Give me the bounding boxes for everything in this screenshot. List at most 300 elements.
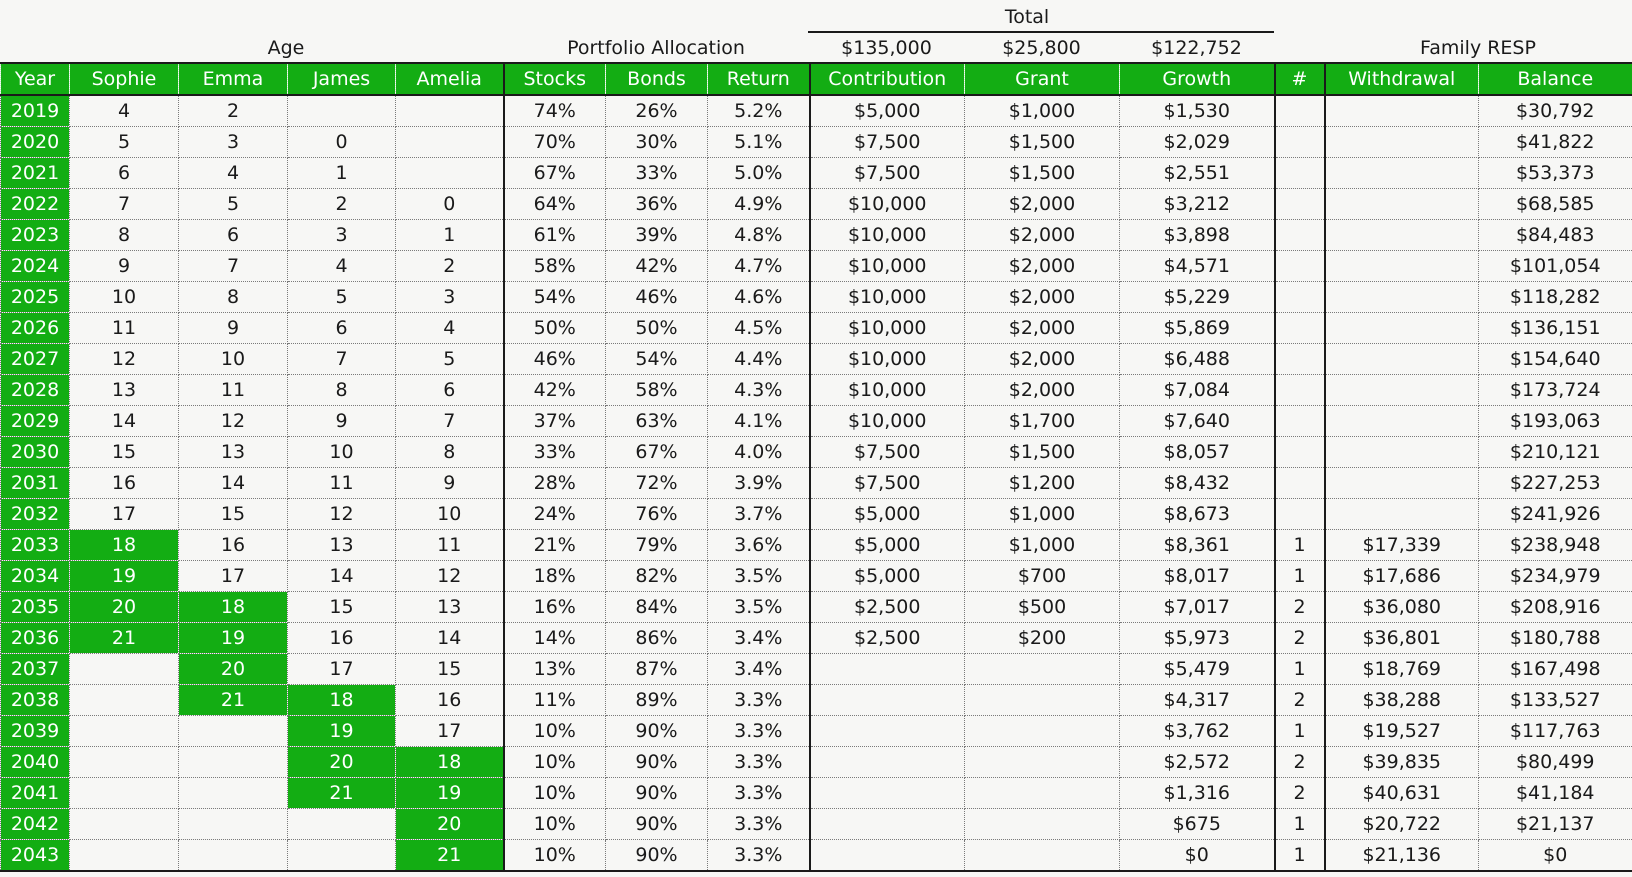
cell-year: 2034 <box>1 561 70 592</box>
col-amelia: Amelia <box>396 63 504 95</box>
cell-balance: $53,373 <box>1479 158 1632 189</box>
cell-sophie: 17 <box>70 499 179 530</box>
cell-withdrawal: $20,722 <box>1325 809 1479 840</box>
col-year: Year <box>1 63 70 95</box>
cell-balance: $118,282 <box>1479 282 1632 313</box>
table-row <box>1 530 1632 561</box>
cell-balance: $0 <box>1479 840 1632 872</box>
cell-year: 2032 <box>1 499 70 530</box>
cell-year: 2023 <box>1 220 70 251</box>
cell-growth: $2,029 <box>1120 127 1275 158</box>
cell-amelia <box>396 158 504 189</box>
cell-return: 4.4% <box>708 344 810 375</box>
cell-withdrawal <box>1325 282 1479 313</box>
cell-grant: $1,000 <box>965 499 1120 530</box>
cell-contribution: $2,500 <box>810 623 965 654</box>
cell-contribution: $5,000 <box>810 499 965 530</box>
cell-count <box>1275 158 1325 189</box>
cell-james: 5 <box>288 282 396 313</box>
cell-count: 1 <box>1275 716 1325 747</box>
cell-return: 3.3% <box>708 809 810 840</box>
cell-sophie: 4 <box>70 95 179 127</box>
table-row <box>1 468 1632 499</box>
cell-amelia: 13 <box>396 592 504 623</box>
table-row <box>1 654 1632 685</box>
cell-bonds: 76% <box>606 499 708 530</box>
cell-balance: $21,137 <box>1479 809 1632 840</box>
cell-balance: $167,498 <box>1479 654 1632 685</box>
cell-contribution: $10,000 <box>810 189 965 220</box>
cell-james: 7 <box>288 344 396 375</box>
cell-withdrawal: $36,080 <box>1325 592 1479 623</box>
cell-emma: 5 <box>179 189 288 220</box>
table-row <box>1 95 1632 127</box>
cell-bonds: 46% <box>606 282 708 313</box>
cell-return: 3.3% <box>708 778 810 809</box>
cell-james: 8 <box>288 375 396 406</box>
cell-stocks: 58% <box>504 251 606 282</box>
cell-bonds: 87% <box>606 654 708 685</box>
cell-contribution <box>810 685 965 716</box>
resp-projection-table <box>0 62 1632 872</box>
cell-withdrawal <box>1325 95 1479 127</box>
cell-sophie: 14 <box>70 406 179 437</box>
cell-growth: $4,571 <box>1120 251 1275 282</box>
col-growth: Growth <box>1120 63 1275 95</box>
cell-emma <box>179 809 288 840</box>
family-resp-caption: Family RESP <box>1420 37 1536 59</box>
table-row <box>1 251 1632 282</box>
cell-emma: 11 <box>179 375 288 406</box>
col-james: James <box>288 63 396 95</box>
cell-contribution: $7,500 <box>810 468 965 499</box>
cell-sophie <box>70 840 179 872</box>
cell-year: 2030 <box>1 437 70 468</box>
cell-year: 2028 <box>1 375 70 406</box>
cell-james: 9 <box>288 406 396 437</box>
cell-bonds: 90% <box>606 716 708 747</box>
col-count: # <box>1275 63 1325 95</box>
cell-year: 2040 <box>1 747 70 778</box>
cell-amelia: 14 <box>396 623 504 654</box>
cell-withdrawal <box>1325 499 1479 530</box>
cell-stocks: 10% <box>504 840 606 872</box>
cell-growth: $8,057 <box>1120 437 1275 468</box>
cell-balance: $193,063 <box>1479 406 1632 437</box>
cell-balance: $210,121 <box>1479 437 1632 468</box>
cell-contribution: $10,000 <box>810 313 965 344</box>
table-row <box>1 375 1632 406</box>
cell-james <box>288 95 396 127</box>
cell-james: 1 <box>288 158 396 189</box>
table-row <box>1 437 1632 468</box>
cell-count: 2 <box>1275 747 1325 778</box>
cell-count: 1 <box>1275 561 1325 592</box>
cell-contribution: $5,000 <box>810 561 965 592</box>
total-contribution: $135,000 <box>841 37 932 59</box>
cell-year: 2020 <box>1 127 70 158</box>
cell-year: 2025 <box>1 282 70 313</box>
table-row <box>1 716 1632 747</box>
cell-growth: $8,673 <box>1120 499 1275 530</box>
cell-james <box>288 809 396 840</box>
cell-stocks: 64% <box>504 189 606 220</box>
cell-year: 2036 <box>1 623 70 654</box>
cell-withdrawal <box>1325 468 1479 499</box>
table-row <box>1 592 1632 623</box>
cell-balance: $80,499 <box>1479 747 1632 778</box>
cell-return: 3.3% <box>708 685 810 716</box>
table-row <box>1 840 1632 872</box>
cell-return: 3.4% <box>708 654 810 685</box>
cell-withdrawal <box>1325 158 1479 189</box>
cell-return: 3.5% <box>708 561 810 592</box>
cell-count <box>1275 189 1325 220</box>
cell-bonds: 30% <box>606 127 708 158</box>
cell-grant: $2,000 <box>965 313 1120 344</box>
cell-count: 1 <box>1275 809 1325 840</box>
cell-growth: $3,212 <box>1120 189 1275 220</box>
cell-amelia <box>396 127 504 158</box>
cell-growth: $0 <box>1120 840 1275 872</box>
cell-balance: $84,483 <box>1479 220 1632 251</box>
cell-growth: $4,317 <box>1120 685 1275 716</box>
cell-sophie: 7 <box>70 189 179 220</box>
cell-bonds: 50% <box>606 313 708 344</box>
cell-emma: 13 <box>179 437 288 468</box>
cell-stocks: 24% <box>504 499 606 530</box>
cell-bonds: 84% <box>606 592 708 623</box>
table-row <box>1 220 1632 251</box>
cell-james: 11 <box>288 468 396 499</box>
cell-sophie <box>70 809 179 840</box>
cell-bonds: 86% <box>606 623 708 654</box>
table-row <box>1 313 1632 344</box>
cell-amelia: 3 <box>396 282 504 313</box>
cell-count <box>1275 220 1325 251</box>
cell-grant: $1,500 <box>965 158 1120 189</box>
total-growth: $122,752 <box>1151 37 1242 59</box>
cell-count <box>1275 468 1325 499</box>
cell-emma: 21 <box>179 685 288 716</box>
cell-amelia <box>396 95 504 127</box>
cell-count <box>1275 251 1325 282</box>
cell-contribution <box>810 747 965 778</box>
cell-emma: 17 <box>179 561 288 592</box>
cell-stocks: 61% <box>504 220 606 251</box>
cell-withdrawal: $39,835 <box>1325 747 1479 778</box>
cell-stocks: 11% <box>504 685 606 716</box>
cell-contribution <box>810 778 965 809</box>
cell-stocks: 70% <box>504 127 606 158</box>
cell-growth: $3,762 <box>1120 716 1275 747</box>
cell-grant <box>965 809 1120 840</box>
cell-sophie <box>70 778 179 809</box>
table-row <box>1 158 1632 189</box>
cell-stocks: 28% <box>504 468 606 499</box>
cell-emma: 14 <box>179 468 288 499</box>
cell-year: 2035 <box>1 592 70 623</box>
cell-sophie: 16 <box>70 468 179 499</box>
cell-grant: $2,000 <box>965 344 1120 375</box>
col-emma: Emma <box>179 63 288 95</box>
col-withdrawal: Withdrawal <box>1325 63 1479 95</box>
cell-sophie: 11 <box>70 313 179 344</box>
cell-return: 3.9% <box>708 468 810 499</box>
cell-balance: $227,253 <box>1479 468 1632 499</box>
cell-return: 3.3% <box>708 747 810 778</box>
cell-james: 13 <box>288 530 396 561</box>
table-row <box>1 778 1632 809</box>
cell-count <box>1275 344 1325 375</box>
cell-withdrawal: $19,527 <box>1325 716 1479 747</box>
cell-james <box>288 840 396 872</box>
cell-amelia: 9 <box>396 468 504 499</box>
cell-year: 2027 <box>1 344 70 375</box>
cell-count <box>1275 406 1325 437</box>
cell-bonds: 72% <box>606 468 708 499</box>
cell-count <box>1275 127 1325 158</box>
cell-bonds: 82% <box>606 561 708 592</box>
cell-sophie <box>70 716 179 747</box>
cell-withdrawal <box>1325 189 1479 220</box>
table-row <box>1 685 1632 716</box>
cell-balance: $41,184 <box>1479 778 1632 809</box>
cell-grant: $2,000 <box>965 251 1120 282</box>
cell-year: 2031 <box>1 468 70 499</box>
cell-return: 3.3% <box>708 840 810 872</box>
cell-emma <box>179 747 288 778</box>
cell-year: 2029 <box>1 406 70 437</box>
cell-james: 15 <box>288 592 396 623</box>
cell-growth: $7,640 <box>1120 406 1275 437</box>
cell-return: 4.7% <box>708 251 810 282</box>
cell-contribution: $7,500 <box>810 158 965 189</box>
table-row <box>1 344 1632 375</box>
cell-year: 2038 <box>1 685 70 716</box>
cell-james: 17 <box>288 654 396 685</box>
cell-count: 1 <box>1275 840 1325 872</box>
age-group-caption: Age <box>267 37 305 59</box>
cell-stocks: 13% <box>504 654 606 685</box>
cell-grant: $1,500 <box>965 127 1120 158</box>
cell-emma: 20 <box>179 654 288 685</box>
cell-amelia: 18 <box>396 747 504 778</box>
cell-james: 21 <box>288 778 396 809</box>
cell-emma: 7 <box>179 251 288 282</box>
cell-balance: $234,979 <box>1479 561 1632 592</box>
cell-return: 4.3% <box>708 375 810 406</box>
cell-balance: $30,792 <box>1479 95 1632 127</box>
cell-amelia: 16 <box>396 685 504 716</box>
cell-growth: $7,084 <box>1120 375 1275 406</box>
cell-amelia: 21 <box>396 840 504 872</box>
cell-emma: 16 <box>179 530 288 561</box>
cell-balance: $136,151 <box>1479 313 1632 344</box>
table-row <box>1 499 1632 530</box>
cell-withdrawal <box>1325 344 1479 375</box>
cell-james: 18 <box>288 685 396 716</box>
cell-amelia: 8 <box>396 437 504 468</box>
cell-stocks: 42% <box>504 375 606 406</box>
cell-count <box>1275 437 1325 468</box>
cell-contribution: $10,000 <box>810 375 965 406</box>
cell-withdrawal <box>1325 251 1479 282</box>
cell-return: 3.3% <box>708 716 810 747</box>
cell-grant <box>965 840 1120 872</box>
cell-grant: $2,000 <box>965 220 1120 251</box>
cell-contribution <box>810 654 965 685</box>
cell-contribution: $7,500 <box>810 127 965 158</box>
cell-amelia: 0 <box>396 189 504 220</box>
cell-stocks: 67% <box>504 158 606 189</box>
cell-growth: $5,869 <box>1120 313 1275 344</box>
cell-sophie: 18 <box>70 530 179 561</box>
cell-emma <box>179 716 288 747</box>
cell-bonds: 54% <box>606 344 708 375</box>
cell-grant: $700 <box>965 561 1120 592</box>
cell-james: 3 <box>288 220 396 251</box>
cell-growth: $2,572 <box>1120 747 1275 778</box>
cell-count <box>1275 282 1325 313</box>
cell-emma: 10 <box>179 344 288 375</box>
cell-bonds: 33% <box>606 158 708 189</box>
cell-james: 0 <box>288 127 396 158</box>
cell-emma: 2 <box>179 95 288 127</box>
cell-balance: $101,054 <box>1479 251 1632 282</box>
cell-sophie <box>70 654 179 685</box>
cell-withdrawal <box>1325 375 1479 406</box>
cell-stocks: 33% <box>504 437 606 468</box>
cell-count: 2 <box>1275 778 1325 809</box>
cell-growth: $5,229 <box>1120 282 1275 313</box>
cell-balance: $208,916 <box>1479 592 1632 623</box>
cell-year: 2041 <box>1 778 70 809</box>
cell-stocks: 10% <box>504 716 606 747</box>
cell-emma: 3 <box>179 127 288 158</box>
cell-james: 4 <box>288 251 396 282</box>
cell-grant <box>965 685 1120 716</box>
cell-grant: $1,000 <box>965 95 1120 127</box>
cell-stocks: 54% <box>504 282 606 313</box>
cell-contribution <box>810 840 965 872</box>
cell-emma: 6 <box>179 220 288 251</box>
cell-amelia: 1 <box>396 220 504 251</box>
cell-grant: $2,000 <box>965 375 1120 406</box>
cell-return: 3.5% <box>708 592 810 623</box>
cell-growth: $675 <box>1120 809 1275 840</box>
table-row <box>1 127 1632 158</box>
cell-amelia: 19 <box>396 778 504 809</box>
cell-withdrawal <box>1325 313 1479 344</box>
cell-balance: $133,527 <box>1479 685 1632 716</box>
column-header-row <box>1 63 1632 95</box>
cell-bonds: 90% <box>606 809 708 840</box>
cell-withdrawal: $18,769 <box>1325 654 1479 685</box>
col-grant: Grant <box>965 63 1120 95</box>
cell-james: 20 <box>288 747 396 778</box>
cell-year: 2042 <box>1 809 70 840</box>
cell-emma: 9 <box>179 313 288 344</box>
cell-james: 10 <box>288 437 396 468</box>
cell-balance: $173,724 <box>1479 375 1632 406</box>
cell-growth: $5,479 <box>1120 654 1275 685</box>
table-row <box>1 623 1632 654</box>
cell-sophie: 13 <box>70 375 179 406</box>
cell-contribution: $10,000 <box>810 344 965 375</box>
cell-amelia: 12 <box>396 561 504 592</box>
cell-james: 2 <box>288 189 396 220</box>
cell-balance: $180,788 <box>1479 623 1632 654</box>
cell-grant: $1,200 <box>965 468 1120 499</box>
cell-year: 2024 <box>1 251 70 282</box>
col-sophie: Sophie <box>70 63 179 95</box>
cell-return: 3.7% <box>708 499 810 530</box>
cell-balance: $241,926 <box>1479 499 1632 530</box>
cell-return: 4.0% <box>708 437 810 468</box>
cell-stocks: 37% <box>504 406 606 437</box>
cell-emma: 12 <box>179 406 288 437</box>
cell-stocks: 10% <box>504 747 606 778</box>
cell-james: 14 <box>288 561 396 592</box>
cell-grant <box>965 654 1120 685</box>
cell-year: 2021 <box>1 158 70 189</box>
cell-amelia: 6 <box>396 375 504 406</box>
cell-bonds: 79% <box>606 530 708 561</box>
col-contribution: Contribution <box>810 63 965 95</box>
cell-amelia: 10 <box>396 499 504 530</box>
cell-james: 19 <box>288 716 396 747</box>
cell-return: 3.4% <box>708 623 810 654</box>
cell-year: 2033 <box>1 530 70 561</box>
col-stocks: Stocks <box>504 63 606 95</box>
cell-return: 3.6% <box>708 530 810 561</box>
cell-growth: $1,530 <box>1120 95 1275 127</box>
cell-return: 4.8% <box>708 220 810 251</box>
cell-return: 4.6% <box>708 282 810 313</box>
cell-count <box>1275 499 1325 530</box>
cell-contribution: $10,000 <box>810 220 965 251</box>
cell-amelia: 17 <box>396 716 504 747</box>
cell-count: 1 <box>1275 530 1325 561</box>
cell-bonds: 90% <box>606 840 708 872</box>
cell-contribution: $10,000 <box>810 251 965 282</box>
cell-emma <box>179 778 288 809</box>
cell-count: 2 <box>1275 623 1325 654</box>
cell-emma: 18 <box>179 592 288 623</box>
cell-sophie: 9 <box>70 251 179 282</box>
cell-withdrawal <box>1325 437 1479 468</box>
cell-growth: $6,488 <box>1120 344 1275 375</box>
cell-sophie <box>70 747 179 778</box>
cell-return: 5.2% <box>708 95 810 127</box>
cell-count: 2 <box>1275 592 1325 623</box>
cell-emma: 4 <box>179 158 288 189</box>
cell-bonds: 90% <box>606 778 708 809</box>
cell-bonds: 39% <box>606 220 708 251</box>
col-balance: Balance <box>1479 63 1632 95</box>
cell-sophie: 21 <box>70 623 179 654</box>
cell-contribution: $10,000 <box>810 406 965 437</box>
total-caption: Total <box>1004 6 1050 28</box>
cell-sophie: 15 <box>70 437 179 468</box>
cell-balance: $68,585 <box>1479 189 1632 220</box>
cell-stocks: 10% <box>504 778 606 809</box>
cell-return: 5.1% <box>708 127 810 158</box>
cell-year: 2039 <box>1 716 70 747</box>
col-return: Return <box>708 63 810 95</box>
table-row <box>1 809 1632 840</box>
